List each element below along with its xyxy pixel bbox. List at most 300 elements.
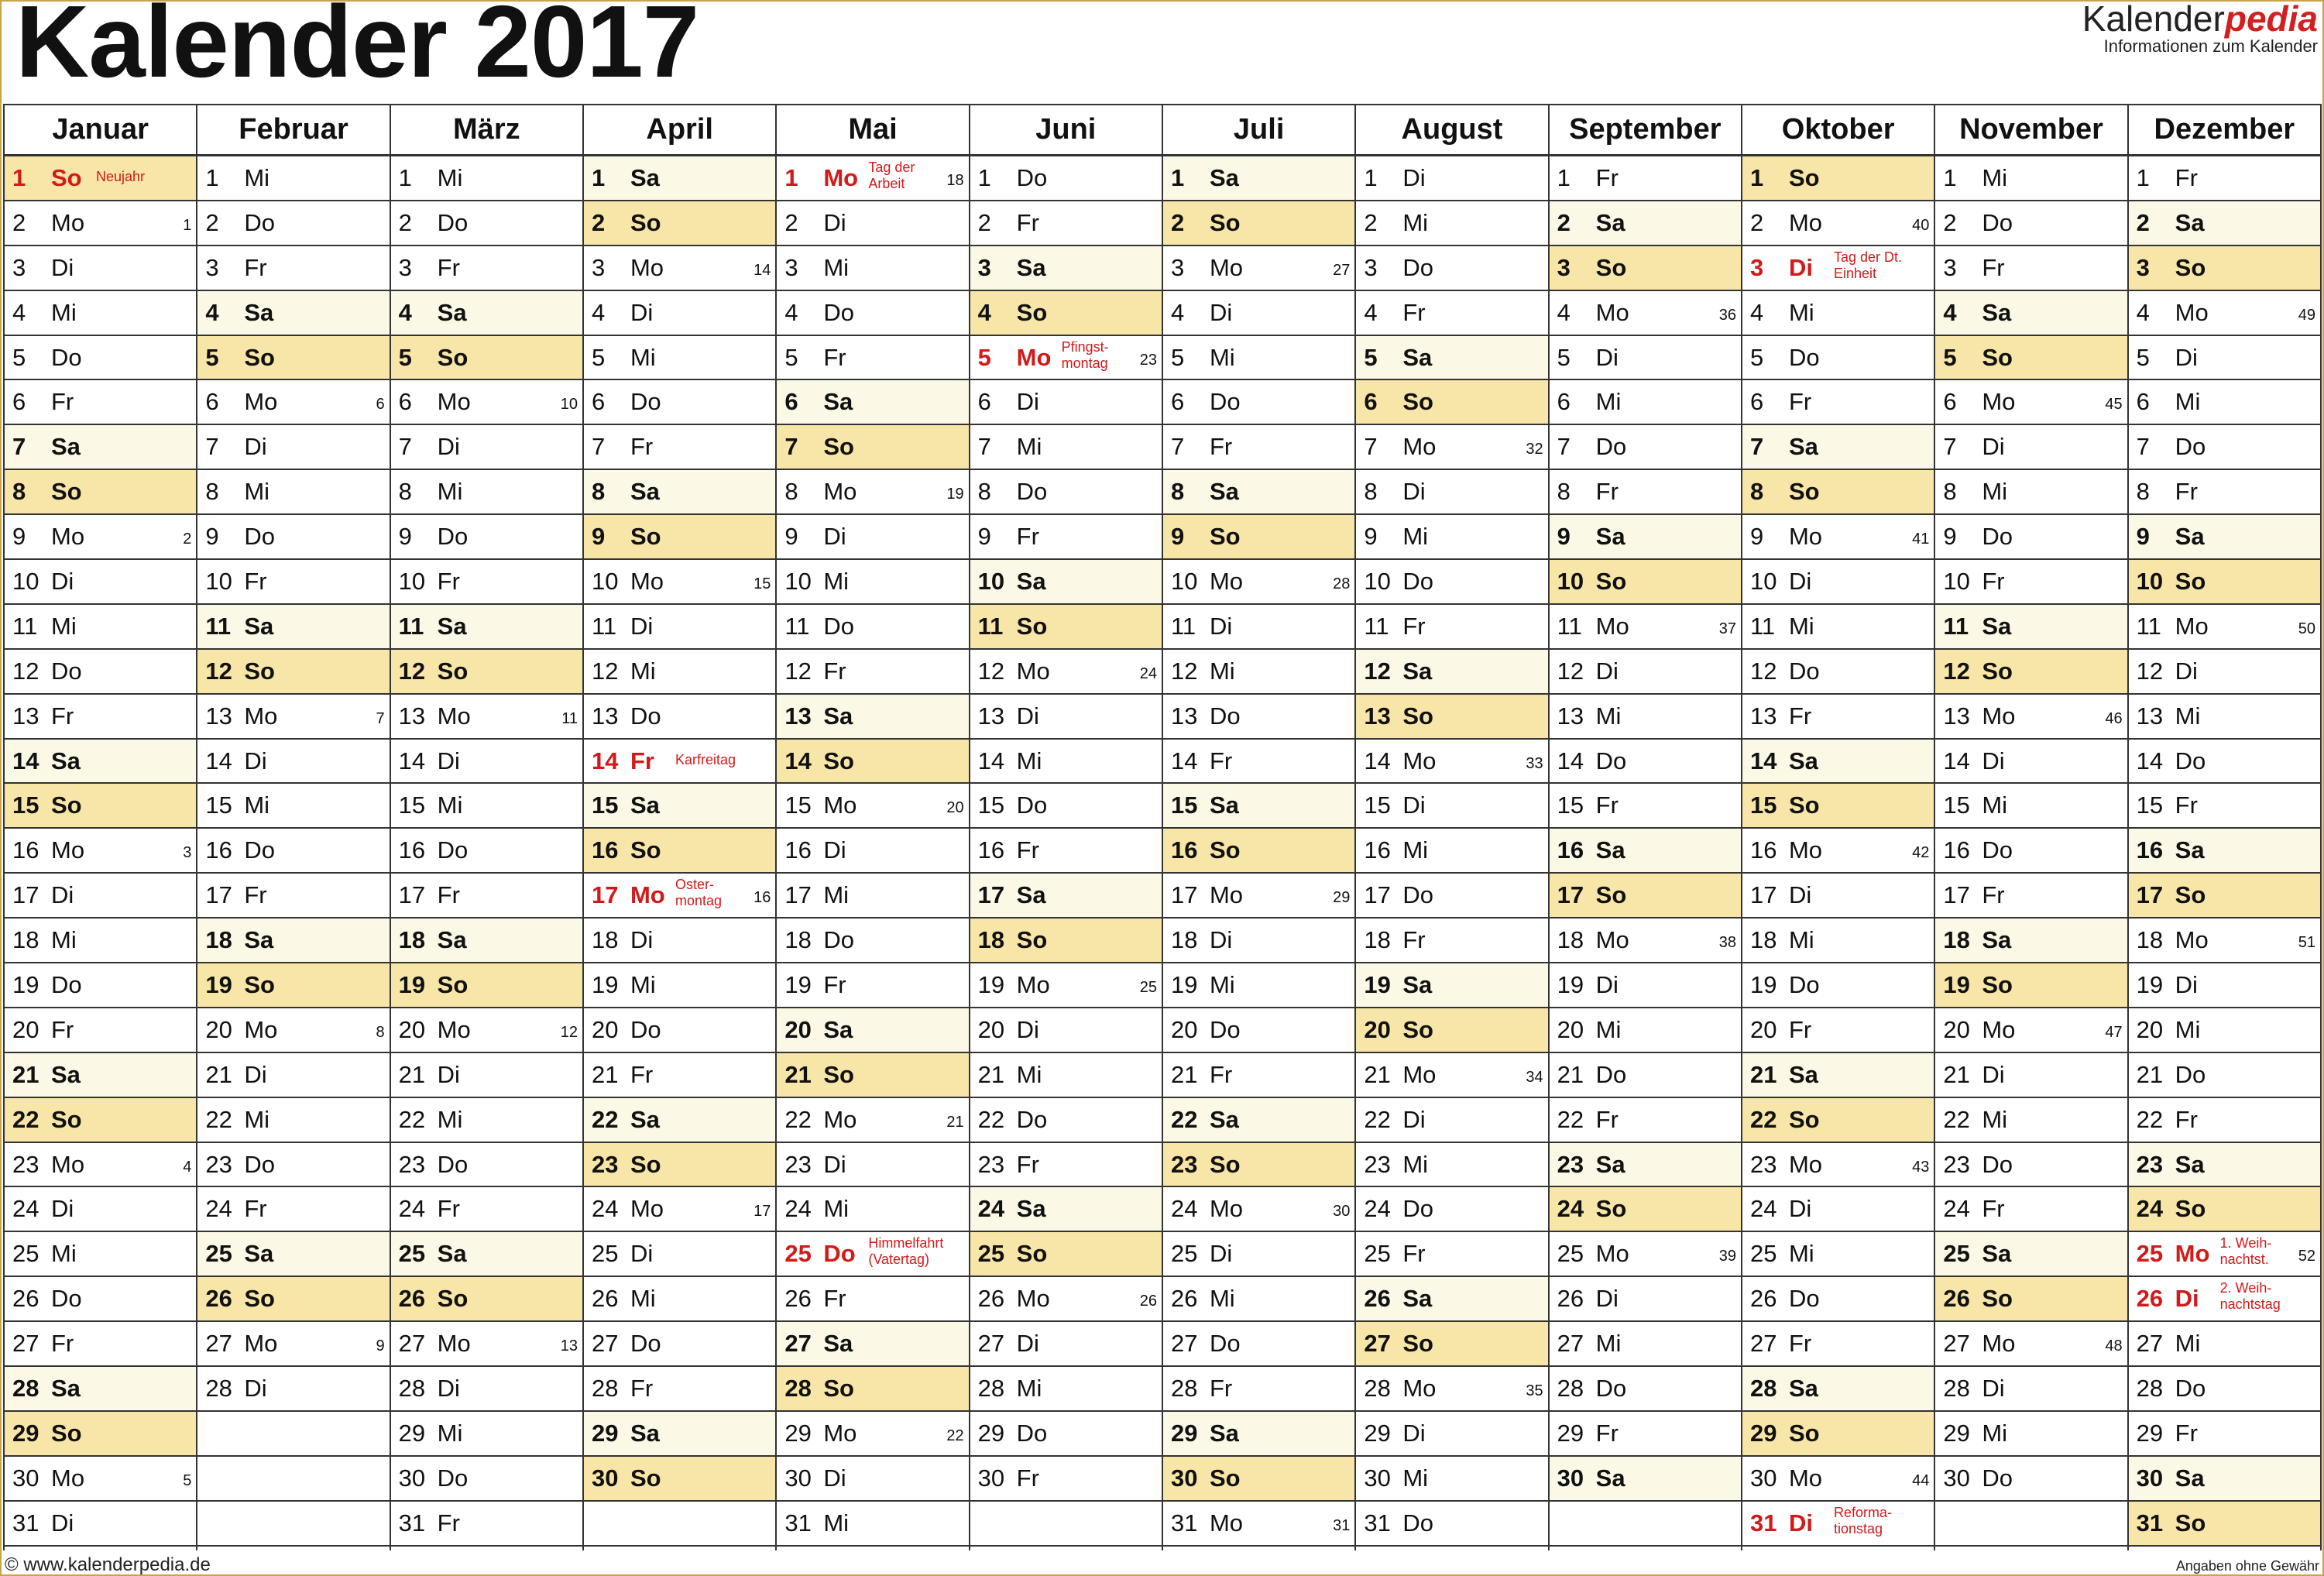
day-cell[interactable]: [1935, 918, 2127, 963]
day-cell[interactable]: [197, 1053, 389, 1098]
day-cell[interactable]: [1163, 740, 1354, 785]
day-cell[interactable]: [1356, 515, 1547, 560]
day-cell[interactable]: [391, 560, 582, 605]
day-cell[interactable]: [1356, 156, 1547, 201]
day-cell[interactable]: [1742, 380, 1934, 425]
day-cell[interactable]: [1935, 336, 2127, 381]
day-cell[interactable]: [1935, 874, 2127, 918]
day-cell[interactable]: [584, 336, 775, 381]
day-cell[interactable]: [1550, 470, 1741, 515]
day-cell[interactable]: [1356, 246, 1547, 291]
day-cell[interactable]: [5, 605, 196, 650]
day-cell[interactable]: [391, 425, 582, 470]
day-cell[interactable]: [584, 1008, 775, 1053]
day-cell[interactable]: [1163, 291, 1354, 336]
day-cell[interactable]: [391, 1098, 582, 1143]
day-cell[interactable]: [777, 1187, 968, 1232]
day-cell[interactable]: [1742, 201, 1934, 246]
day-cell[interactable]: [970, 1277, 1162, 1322]
day-cell[interactable]: [1550, 874, 1741, 918]
day-cell[interactable]: [1356, 336, 1547, 381]
day-cell[interactable]: [5, 156, 196, 201]
day-cell[interactable]: [970, 605, 1162, 650]
day-cell[interactable]: [1935, 156, 2127, 201]
day-cell[interactable]: [5, 963, 196, 1008]
day-cell[interactable]: [1742, 740, 1934, 785]
day-cell[interactable]: [1550, 918, 1741, 963]
day-cell[interactable]: [584, 1053, 775, 1098]
day-cell[interactable]: [1356, 1143, 1547, 1188]
day-cell[interactable]: [970, 1098, 1162, 1143]
day-cell[interactable]: [391, 336, 582, 381]
day-cell[interactable]: [1935, 515, 2127, 560]
day-cell[interactable]: [391, 1457, 582, 1502]
day-cell[interactable]: [2129, 336, 2320, 381]
day-cell[interactable]: [1356, 963, 1547, 1008]
day-cell[interactable]: [1742, 829, 1934, 874]
day-cell[interactable]: [584, 918, 775, 963]
day-cell[interactable]: [5, 336, 196, 381]
day-cell[interactable]: [1742, 1008, 1934, 1053]
day-cell[interactable]: [1550, 650, 1741, 695]
day-cell[interactable]: [1742, 874, 1934, 918]
day-cell[interactable]: [5, 1008, 196, 1053]
day-cell[interactable]: [197, 560, 389, 605]
day-cell[interactable]: [1550, 1232, 1741, 1277]
day-cell[interactable]: [2129, 380, 2320, 425]
day-cell[interactable]: [391, 470, 582, 515]
day-cell[interactable]: [584, 1143, 775, 1188]
day-cell[interactable]: [1163, 605, 1354, 650]
day-cell[interactable]: [197, 784, 389, 829]
day-cell[interactable]: [777, 515, 968, 560]
day-cell[interactable]: [5, 1053, 196, 1098]
day-cell[interactable]: [197, 1232, 389, 1277]
day-cell[interactable]: [5, 1098, 196, 1143]
day-cell[interactable]: [1935, 829, 2127, 874]
day-cell[interactable]: [970, 1008, 1162, 1053]
day-cell[interactable]: [1356, 874, 1547, 918]
day-cell[interactable]: [1550, 291, 1741, 336]
day-cell[interactable]: [1742, 1053, 1934, 1098]
day-cell[interactable]: [391, 650, 582, 695]
day-cell[interactable]: [1356, 380, 1547, 425]
day-cell[interactable]: [391, 1187, 582, 1232]
day-cell[interactable]: [197, 470, 389, 515]
day-cell[interactable]: [1163, 425, 1354, 470]
day-cell[interactable]: [584, 829, 775, 874]
day-cell[interactable]: [2129, 470, 2320, 515]
day-cell[interactable]: [2129, 784, 2320, 829]
day-cell[interactable]: [197, 874, 389, 918]
day-cell[interactable]: [1742, 156, 1934, 201]
day-cell[interactable]: [1935, 963, 2127, 1008]
day-cell[interactable]: [777, 336, 968, 381]
day-cell[interactable]: [5, 1367, 196, 1412]
day-cell[interactable]: [1163, 1322, 1354, 1367]
day-cell[interactable]: [5, 1232, 196, 1277]
day-cell[interactable]: [391, 201, 582, 246]
day-cell[interactable]: [1935, 1187, 2127, 1232]
day-cell[interactable]: [2129, 1412, 2320, 1457]
day-cell[interactable]: [1550, 515, 1741, 560]
day-cell[interactable]: [2129, 1143, 2320, 1188]
day-cell[interactable]: [5, 829, 196, 874]
day-cell[interactable]: [1742, 963, 1934, 1008]
day-cell[interactable]: [1356, 650, 1547, 695]
day-cell[interactable]: [1356, 605, 1547, 650]
day-cell[interactable]: [1742, 1187, 1934, 1232]
day-cell[interactable]: [1163, 695, 1354, 740]
day-cell[interactable]: [1935, 1457, 2127, 1502]
day-cell[interactable]: [1550, 1098, 1741, 1143]
day-cell[interactable]: [197, 1143, 389, 1188]
day-cell[interactable]: [1550, 1412, 1741, 1457]
day-cell[interactable]: [2129, 1187, 2320, 1232]
day-cell[interactable]: [197, 291, 389, 336]
day-cell[interactable]: [584, 784, 775, 829]
day-cell[interactable]: [970, 963, 1162, 1008]
day-cell[interactable]: [5, 1502, 196, 1547]
day-cell[interactable]: [777, 425, 968, 470]
day-cell[interactable]: [2129, 829, 2320, 874]
day-cell[interactable]: [1356, 425, 1547, 470]
day-cell[interactable]: [1742, 650, 1934, 695]
day-cell[interactable]: [5, 291, 196, 336]
day-cell[interactable]: [1356, 1187, 1547, 1232]
day-cell[interactable]: [777, 1322, 968, 1367]
day-cell[interactable]: [1935, 605, 2127, 650]
day-cell[interactable]: [391, 695, 582, 740]
day-cell[interactable]: [970, 156, 1162, 201]
day-cell[interactable]: [777, 246, 968, 291]
day-cell[interactable]: [5, 784, 196, 829]
day-cell[interactable]: [777, 1232, 968, 1277]
day-cell[interactable]: [1163, 1053, 1354, 1098]
day-cell[interactable]: [777, 470, 968, 515]
day-cell[interactable]: [1550, 1277, 1741, 1322]
day-cell[interactable]: [1163, 963, 1354, 1008]
day-cell[interactable]: [391, 380, 582, 425]
day-cell[interactable]: [1356, 1053, 1547, 1098]
day-cell[interactable]: [1163, 650, 1354, 695]
day-cell[interactable]: [1550, 336, 1741, 381]
day-cell[interactable]: [1163, 336, 1354, 381]
day-cell[interactable]: [1356, 1098, 1547, 1143]
day-cell[interactable]: [1935, 1232, 2127, 1277]
day-cell[interactable]: [1935, 291, 2127, 336]
day-cell[interactable]: [2129, 425, 2320, 470]
day-cell[interactable]: [584, 695, 775, 740]
day-cell[interactable]: [391, 1143, 582, 1188]
day-cell[interactable]: [1550, 963, 1741, 1008]
day-cell[interactable]: [1935, 1277, 2127, 1322]
day-cell[interactable]: [391, 1412, 582, 1457]
day-cell[interactable]: [1550, 1457, 1741, 1502]
day-cell[interactable]: [1550, 1322, 1741, 1367]
day-cell[interactable]: [777, 1367, 968, 1412]
day-cell[interactable]: [1742, 1322, 1934, 1367]
day-cell[interactable]: [1742, 1277, 1934, 1322]
day-cell[interactable]: [391, 963, 582, 1008]
day-cell[interactable]: [777, 650, 968, 695]
day-cell[interactable]: [1550, 695, 1741, 740]
day-cell[interactable]: [1935, 740, 2127, 785]
day-cell[interactable]: [391, 784, 582, 829]
day-cell[interactable]: [391, 515, 582, 560]
day-cell[interactable]: [584, 650, 775, 695]
day-cell[interactable]: [1550, 156, 1741, 201]
day-cell[interactable]: [584, 1187, 775, 1232]
day-cell[interactable]: [2129, 963, 2320, 1008]
day-cell[interactable]: [584, 1098, 775, 1143]
day-cell[interactable]: [1163, 156, 1354, 201]
day-cell[interactable]: [391, 829, 582, 874]
day-cell[interactable]: [1550, 201, 1741, 246]
day-cell[interactable]: [777, 156, 968, 201]
day-cell[interactable]: [777, 380, 968, 425]
day-cell[interactable]: [584, 246, 775, 291]
day-cell[interactable]: [970, 380, 1162, 425]
day-cell[interactable]: [1935, 560, 2127, 605]
day-cell[interactable]: [970, 1232, 1162, 1277]
day-cell[interactable]: [1935, 1412, 2127, 1457]
day-cell[interactable]: [1742, 605, 1934, 650]
day-cell[interactable]: [1742, 1143, 1934, 1188]
day-cell[interactable]: [1550, 1008, 1741, 1053]
day-cell[interactable]: [391, 1277, 582, 1322]
day-cell[interactable]: [5, 1322, 196, 1367]
day-cell[interactable]: [777, 1277, 968, 1322]
day-cell[interactable]: [1742, 336, 1934, 381]
day-cell[interactable]: [1742, 1098, 1934, 1143]
day-cell[interactable]: [2129, 246, 2320, 291]
day-cell[interactable]: [5, 246, 196, 291]
day-cell[interactable]: [1163, 874, 1354, 918]
day-cell[interactable]: [5, 1277, 196, 1322]
day-cell[interactable]: [1935, 380, 2127, 425]
day-cell[interactable]: [5, 1457, 196, 1502]
day-cell[interactable]: [1935, 695, 2127, 740]
day-cell[interactable]: [391, 246, 582, 291]
day-cell[interactable]: [5, 1143, 196, 1188]
day-cell[interactable]: [1356, 1367, 1547, 1412]
day-cell[interactable]: [777, 918, 968, 963]
day-cell[interactable]: [777, 291, 968, 336]
day-cell[interactable]: [970, 1367, 1162, 1412]
day-cell[interactable]: [584, 740, 775, 785]
day-cell[interactable]: [777, 1412, 968, 1457]
day-cell[interactable]: [970, 515, 1162, 560]
day-cell[interactable]: [1550, 425, 1741, 470]
day-cell[interactable]: [197, 918, 389, 963]
day-cell[interactable]: [584, 1457, 775, 1502]
day-cell[interactable]: [970, 918, 1162, 963]
day-cell[interactable]: [391, 740, 582, 785]
day-cell[interactable]: [777, 1143, 968, 1188]
day-cell[interactable]: [1935, 201, 2127, 246]
day-cell[interactable]: [970, 829, 1162, 874]
day-cell[interactable]: [1356, 918, 1547, 963]
day-cell[interactable]: [970, 291, 1162, 336]
brand-logo[interactable]: [2082, 0, 2318, 56]
day-cell[interactable]: [1356, 1008, 1547, 1053]
day-cell[interactable]: [5, 560, 196, 605]
day-cell[interactable]: [1163, 784, 1354, 829]
day-cell[interactable]: [1163, 1277, 1354, 1322]
day-cell[interactable]: [2129, 1232, 2320, 1277]
day-cell[interactable]: [970, 784, 1162, 829]
day-cell[interactable]: [2129, 156, 2320, 201]
day-cell[interactable]: [970, 336, 1162, 381]
day-cell[interactable]: [970, 650, 1162, 695]
day-cell[interactable]: [970, 425, 1162, 470]
day-cell[interactable]: [1935, 1098, 2127, 1143]
day-cell[interactable]: [391, 291, 582, 336]
day-cell[interactable]: [1163, 1502, 1354, 1547]
day-cell[interactable]: [970, 1187, 1162, 1232]
day-cell[interactable]: [584, 156, 775, 201]
day-cell[interactable]: [777, 560, 968, 605]
day-cell[interactable]: [1163, 1457, 1354, 1502]
day-cell[interactable]: [1163, 380, 1354, 425]
day-cell[interactable]: [5, 515, 196, 560]
day-cell[interactable]: [1935, 1367, 2127, 1412]
day-cell[interactable]: [2129, 1277, 2320, 1322]
day-cell[interactable]: [1356, 1277, 1547, 1322]
day-cell[interactable]: [584, 515, 775, 560]
day-cell[interactable]: [1163, 1098, 1354, 1143]
day-cell[interactable]: [1550, 1187, 1741, 1232]
day-cell[interactable]: [777, 605, 968, 650]
day-cell[interactable]: [197, 1322, 389, 1367]
day-cell[interactable]: [1550, 246, 1741, 291]
day-cell[interactable]: [584, 380, 775, 425]
day-cell[interactable]: [197, 336, 389, 381]
day-cell[interactable]: [2129, 1502, 2320, 1547]
day-cell[interactable]: [1356, 470, 1547, 515]
day-cell[interactable]: [1163, 470, 1354, 515]
day-cell[interactable]: [197, 650, 389, 695]
day-cell[interactable]: [1356, 695, 1547, 740]
day-cell[interactable]: [5, 874, 196, 918]
day-cell[interactable]: [1356, 1322, 1547, 1367]
day-cell[interactable]: [970, 1053, 1162, 1098]
day-cell[interactable]: [391, 874, 582, 918]
day-cell[interactable]: [197, 1187, 389, 1232]
day-cell[interactable]: [197, 695, 389, 740]
day-cell[interactable]: [197, 425, 389, 470]
day-cell[interactable]: [970, 201, 1162, 246]
day-cell[interactable]: [197, 1277, 389, 1322]
day-cell[interactable]: [584, 1322, 775, 1367]
day-cell[interactable]: [391, 1232, 582, 1277]
day-cell[interactable]: [197, 1098, 389, 1143]
day-cell[interactable]: [1935, 1053, 2127, 1098]
day-cell[interactable]: [777, 963, 968, 1008]
day-cell[interactable]: [777, 1457, 968, 1502]
day-cell[interactable]: [970, 1457, 1162, 1502]
day-cell[interactable]: [5, 1187, 196, 1232]
day-cell[interactable]: [1163, 829, 1354, 874]
day-cell[interactable]: [197, 963, 389, 1008]
day-cell[interactable]: [197, 156, 389, 201]
day-cell[interactable]: [1935, 1143, 2127, 1188]
day-cell[interactable]: [584, 874, 775, 918]
day-cell[interactable]: [5, 201, 196, 246]
day-cell[interactable]: [1935, 1322, 2127, 1367]
day-cell[interactable]: [1742, 1232, 1934, 1277]
day-cell[interactable]: [2129, 291, 2320, 336]
day-cell[interactable]: [1163, 246, 1354, 291]
day-cell[interactable]: [1742, 291, 1934, 336]
day-cell[interactable]: [970, 246, 1162, 291]
day-cell[interactable]: [1550, 380, 1741, 425]
day-cell[interactable]: [584, 1367, 775, 1412]
day-cell[interactable]: [970, 1143, 1162, 1188]
day-cell[interactable]: [1356, 829, 1547, 874]
day-cell[interactable]: [1356, 740, 1547, 785]
day-cell[interactable]: [197, 246, 389, 291]
day-cell[interactable]: [1742, 1502, 1934, 1547]
day-cell[interactable]: [1356, 784, 1547, 829]
day-cell[interactable]: [970, 470, 1162, 515]
day-cell[interactable]: [777, 695, 968, 740]
day-cell[interactable]: [1935, 1008, 2127, 1053]
day-cell[interactable]: [1356, 1502, 1547, 1547]
day-cell[interactable]: [1935, 650, 2127, 695]
day-cell[interactable]: [2129, 1457, 2320, 1502]
day-cell[interactable]: [1935, 246, 2127, 291]
day-cell[interactable]: [777, 740, 968, 785]
day-cell[interactable]: [1163, 1412, 1354, 1457]
day-cell[interactable]: [1550, 560, 1741, 605]
day-cell[interactable]: [584, 291, 775, 336]
day-cell[interactable]: [1163, 1143, 1354, 1188]
day-cell[interactable]: [2129, 695, 2320, 740]
day-cell[interactable]: [5, 918, 196, 963]
day-cell[interactable]: [777, 1098, 968, 1143]
day-cell[interactable]: [2129, 605, 2320, 650]
day-cell[interactable]: [5, 695, 196, 740]
day-cell[interactable]: [2129, 650, 2320, 695]
day-cell[interactable]: [1356, 560, 1547, 605]
day-cell[interactable]: [1356, 201, 1547, 246]
day-cell[interactable]: [5, 470, 196, 515]
day-cell[interactable]: [1742, 470, 1934, 515]
day-cell[interactable]: [1550, 740, 1741, 785]
day-cell[interactable]: [197, 201, 389, 246]
day-cell[interactable]: [1742, 1412, 1934, 1457]
day-cell[interactable]: [777, 874, 968, 918]
day-cell[interactable]: [1742, 695, 1934, 740]
day-cell[interactable]: [197, 740, 389, 785]
day-cell[interactable]: [584, 470, 775, 515]
day-cell[interactable]: [777, 1502, 968, 1547]
day-cell[interactable]: [1163, 515, 1354, 560]
day-cell[interactable]: [391, 1053, 582, 1098]
day-cell[interactable]: [1550, 1367, 1741, 1412]
day-cell[interactable]: [197, 380, 389, 425]
day-cell[interactable]: [391, 918, 582, 963]
day-cell[interactable]: [197, 1008, 389, 1053]
day-cell[interactable]: [197, 605, 389, 650]
day-cell[interactable]: [970, 560, 1162, 605]
day-cell[interactable]: [391, 1367, 582, 1412]
day-cell[interactable]: [197, 829, 389, 874]
day-cell[interactable]: [1550, 1143, 1741, 1188]
day-cell[interactable]: [1163, 1232, 1354, 1277]
